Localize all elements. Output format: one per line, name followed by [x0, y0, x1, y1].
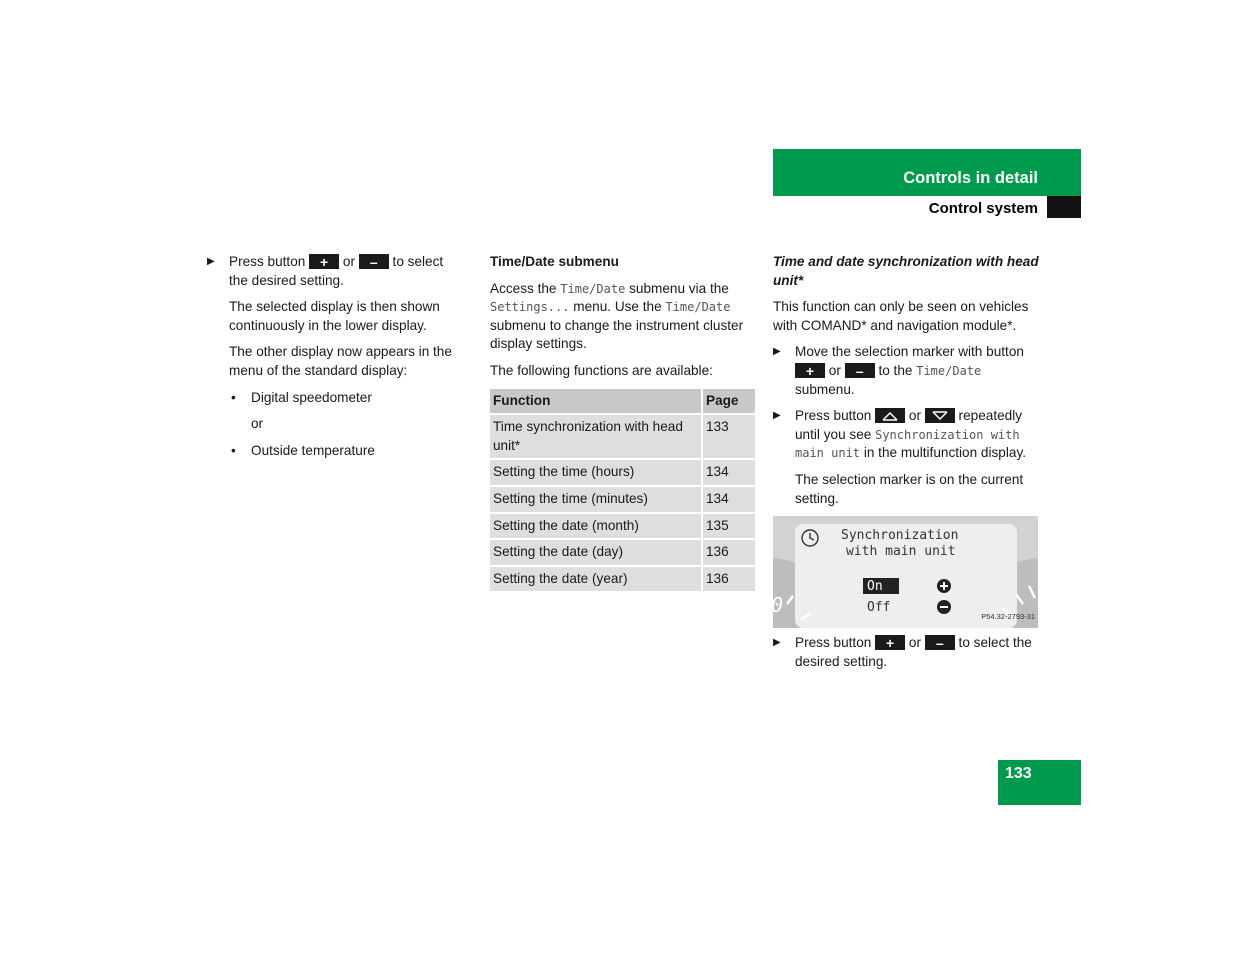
display-line-2: with main unit: [846, 544, 956, 560]
page-number: 133: [1005, 765, 1032, 782]
minus-button-icon: –: [359, 254, 389, 269]
minus-button-icon: –: [925, 635, 955, 650]
section-title: Controls in detail: [903, 169, 1038, 187]
column-middle: [490, 253, 755, 593]
plus-button-icon: +: [875, 635, 905, 650]
step-arrow-icon: ▶: [207, 256, 215, 267]
paragraph: The following functions are available:: [490, 362, 713, 378]
figure-code: P54.32-2793-31: [981, 611, 1035, 621]
section-header: [773, 149, 1081, 196]
column-left: [207, 253, 465, 468]
dial-digit: 0: [771, 593, 784, 618]
subsection-title: Control system: [928, 200, 1038, 217]
display-line-1: Synchronization: [841, 528, 959, 544]
column-right: [773, 253, 1041, 679]
paragraph: The selected display is then shown continuously in the lower display.: [229, 299, 440, 333]
step-arrow-icon: ▶: [773, 637, 781, 649]
step-arrow-icon: ▶: [773, 410, 781, 422]
table-row: Setting the date (year) 136: [490, 566, 755, 593]
multifunction-display-image: [773, 516, 1038, 628]
table-row: Setting the date (month) 135: [490, 513, 755, 540]
instruction-step: ▶ Press button or repeatedly until you see Synchronization with main unit in the multifunction display.: [773, 408, 1027, 461]
table-row: Setting the date (day) 136: [490, 539, 755, 566]
instruction-step: ▶ Move the selection marker with button + or – to the Time/Date submenu.: [773, 344, 1024, 397]
page-number-box: [998, 760, 1081, 805]
table-row: Time synchronization with head unit* 133: [490, 414, 755, 459]
table-row: Setting the time (hours) 134: [490, 459, 755, 486]
subsection-marker: [1047, 196, 1081, 218]
display-option-on: On: [867, 579, 883, 595]
bullet-icon: •: [231, 389, 236, 405]
sync-heading: Time and date synchronization with head unit*: [773, 254, 1039, 288]
down-button-icon: [925, 408, 955, 423]
plus-button-icon: +: [309, 254, 339, 269]
paragraph: The other display now appears in the menu of the standard display:: [229, 344, 452, 378]
table-row: Setting the time (minutes) 134: [490, 486, 755, 513]
up-button-icon: [875, 408, 905, 423]
display-option-off: Off: [867, 600, 891, 616]
table-header-row: [490, 389, 755, 415]
functions-table: [490, 389, 755, 594]
paragraph: The selection marker is on the current setting.: [795, 471, 1024, 506]
subsection-header: [773, 196, 1081, 218]
column-header-page: Page: [702, 389, 755, 415]
paragraph: This function can only be seen on vehicles with COMAND* and navigation module*.: [773, 299, 1029, 333]
instruction-step: ▶ Press button + or – to select the desired setting.: [773, 635, 1032, 669]
or-text: or: [251, 416, 264, 432]
column-header-function: Function: [490, 389, 702, 415]
list-item: • Outside temperature: [207, 442, 465, 461]
paragraph: Access the Time/Date submenu via the Settings... menu. Use the Time/Date submenu to change the instrument cluster display settings.: [490, 280, 744, 352]
bullet-icon: •: [231, 442, 236, 458]
list-item: • Digital speedometer: [207, 389, 465, 408]
step-arrow-icon: ▶: [773, 346, 781, 358]
plus-button-icon: +: [795, 363, 825, 378]
submenu-heading: Time/Date submenu: [490, 254, 619, 269]
instruction-step: ▶ Press button + or – to select the desired setting.: [207, 253, 444, 288]
minus-button-icon: –: [845, 363, 875, 378]
